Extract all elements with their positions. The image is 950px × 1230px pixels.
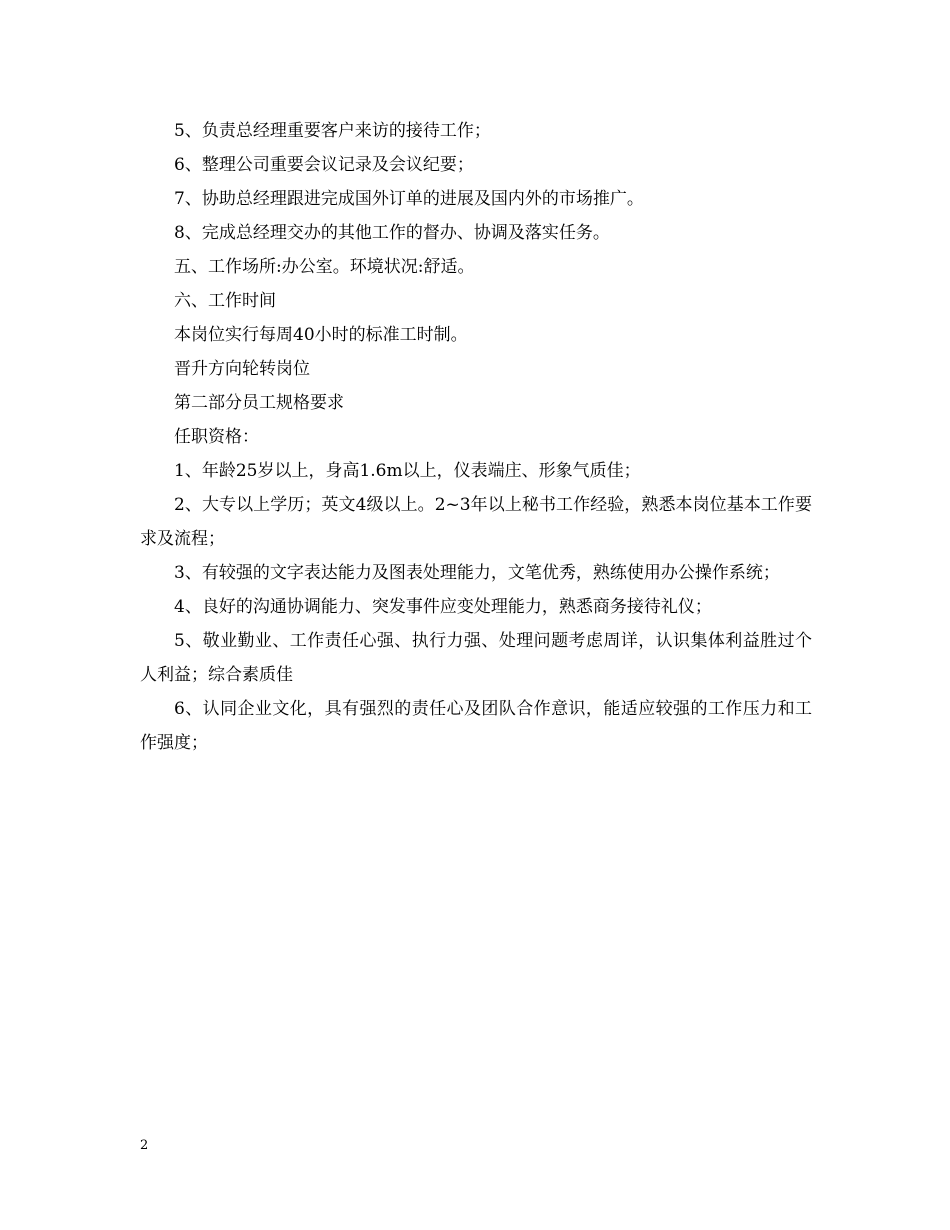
requirement-item: 3、有较强的文字表达能力及图表处理能力，文笔优秀，熟练使用办公操作系统； [174,563,780,583]
paragraph: 6、整理公司重要会议记录及会议纪要； [174,155,474,175]
paragraph: 5、负责总经理重要客户来访的接待工作； [174,121,491,141]
document-body [140,114,812,760]
paragraph: 8、完成总经理交办的其他工作的督办、协调及落实任务。 [174,223,610,243]
paragraph: 晋升方向轮转岗位 [174,359,310,379]
requirement-item: 4、良好的沟通协调能力、突发事件应变处理能力，熟悉商务接待礼仪； [174,597,712,617]
section-heading: 第二部分员工规格要求 [174,393,344,413]
page-number: 2 [140,1138,149,1153]
section-heading: 五、工作场所:办公室。环境状况:舒适。 [174,257,475,277]
section-heading: 六、工作时间 [174,291,276,311]
paragraph: 本岗位实行每周40小时的标准工时制。 [174,325,468,345]
requirement-item: 2、大专以上学历；英文4级以上。2~3年以上秘书工作经验，熟悉本岗位基本工作要求及流程； [140,495,812,549]
paragraph: 任职资格： [174,427,259,447]
requirement-item: 1、年龄25岁以上，身高1.6m以上，仪表端庄、形象气质佳； [174,461,641,481]
requirement-item: 6、认同企业文化，具有强烈的责任心及团队合作意识，能适应较强的工作压力和工作强度； [140,699,812,753]
requirement-item: 5、敬业勤业、工作责任心强、执行力强、处理问题考虑周详，认识集体利益胜过个人利益；综合素质佳 [140,631,812,685]
paragraph: 7、协助总经理跟进完成国外订单的进展及国内外的市场推广。 [174,189,644,209]
